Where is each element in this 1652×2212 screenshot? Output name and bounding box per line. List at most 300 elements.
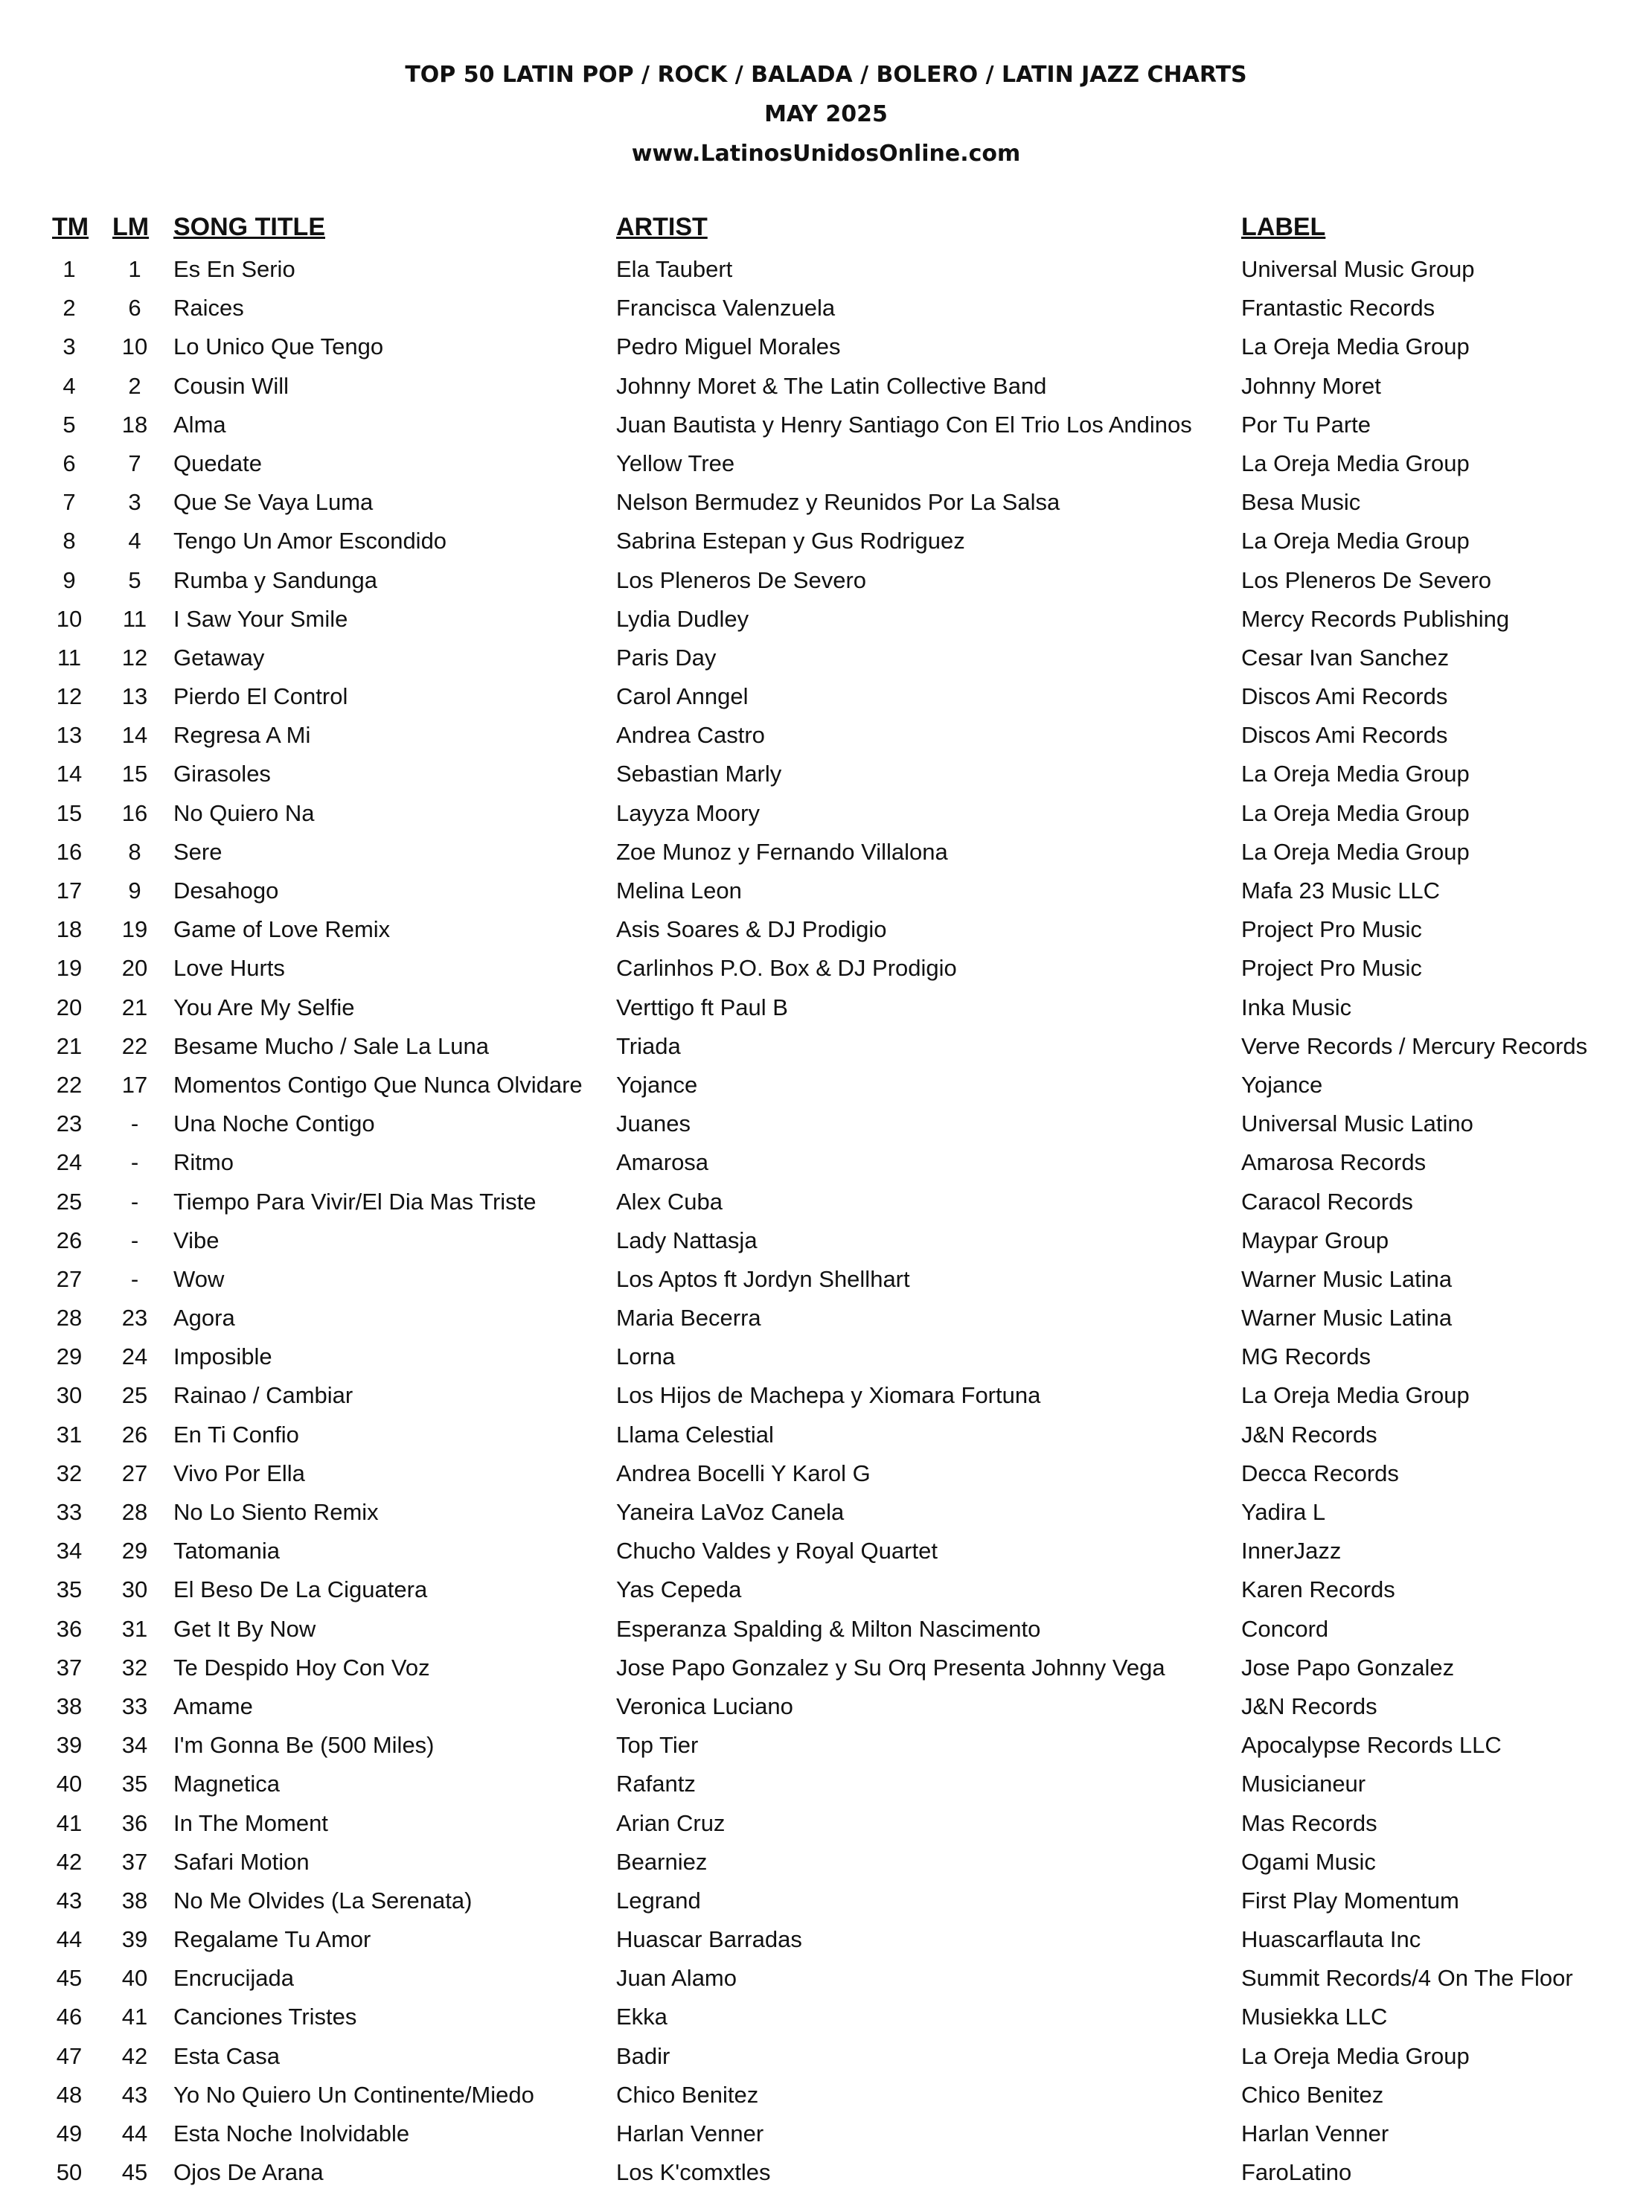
artist-name: Alex Cuba — [616, 1188, 723, 1215]
artist-name: Carlinhos P.O. Box & DJ Prodigio — [616, 955, 957, 982]
last-month-rank: 10 — [121, 333, 148, 360]
last-month-rank: 23 — [121, 1305, 148, 1332]
last-month-rank: 26 — [121, 1421, 148, 1448]
artist-name: Los Hijos de Machepa y Xiomara Fortuna — [616, 1382, 1041, 1409]
this-month-rank: 15 — [56, 799, 83, 826]
song-title: Momentos Contigo Que Nunca Olvidare — [173, 1071, 583, 1098]
last-month-rank: 29 — [121, 1538, 148, 1564]
table-row — [0, 406, 1652, 444]
record-label: Harlan Venner — [1241, 2120, 1389, 2147]
artist-name: Maria Becerra — [616, 1305, 761, 1332]
this-month-rank: 1 — [63, 256, 76, 282]
record-label: MG Records — [1241, 1343, 1371, 1370]
artist-name: Arian Cruz — [616, 1809, 726, 1836]
this-month-rank: 12 — [56, 683, 83, 710]
last-month-rank: 31 — [121, 1615, 148, 1642]
table-row — [0, 833, 1652, 872]
song-title: Esta Casa — [173, 2042, 281, 2069]
record-label: Caracol Records — [1241, 1188, 1413, 1215]
song-title: Magnetica — [173, 1771, 281, 1797]
this-month-rank: 39 — [56, 1732, 83, 1759]
website-url: www.LatinosUnidosOnline.com — [631, 141, 1021, 167]
table-row — [0, 1493, 1652, 1532]
table-row — [0, 1843, 1652, 1882]
song-title: Ritmo — [173, 1149, 234, 1176]
song-title: Rainao / Cambiar — [173, 1382, 353, 1409]
this-month-rank: 26 — [56, 1227, 83, 1253]
last-month-rank: 2 — [128, 372, 141, 399]
last-month-rank: 9 — [128, 878, 141, 904]
song-title: I Saw Your Smile — [173, 605, 348, 632]
record-label: La Oreja Media Group — [1241, 838, 1470, 865]
last-month-rank: 20 — [121, 955, 148, 982]
table-row — [0, 600, 1652, 639]
song-title: Rumba y Sandunga — [173, 566, 378, 593]
record-label: Por Tu Parte — [1241, 411, 1371, 438]
table-row — [0, 755, 1652, 793]
record-label: Ogami Music — [1241, 1848, 1376, 1875]
table-row — [0, 1998, 1652, 2036]
this-month-rank: 2 — [63, 295, 76, 322]
song-title: No Me Olvides (La Serenata) — [173, 1887, 473, 1914]
last-month-rank: 39 — [121, 1926, 148, 1953]
record-label: J&N Records — [1241, 1692, 1377, 1719]
table-row — [0, 1649, 1652, 1687]
last-month-rank: 17 — [121, 1071, 148, 1098]
record-label: Cesar Ivan Sanchez — [1241, 644, 1450, 671]
last-month-rank: 27 — [121, 1460, 148, 1486]
artist-name: Juanes — [616, 1110, 691, 1137]
record-label: La Oreja Media Group — [1241, 1382, 1470, 1409]
table-row — [0, 1416, 1652, 1454]
last-month-rank: 6 — [128, 295, 141, 322]
table-row — [0, 1260, 1652, 1299]
song-title: Safari Motion — [173, 1848, 310, 1875]
artist-name: Ekka — [616, 2004, 667, 2030]
song-title: Tatomania — [173, 1538, 281, 1564]
this-month-rank: 42 — [56, 1848, 83, 1875]
record-label: Summit Records/4 On The Floor — [1241, 1965, 1573, 1992]
last-month-rank: 25 — [121, 1382, 148, 1409]
song-title: Tengo Un Amor Escondido — [173, 528, 447, 554]
artist-name: Juan Alamo — [616, 1965, 737, 1992]
this-month-rank: 10 — [56, 605, 83, 632]
record-label: La Oreja Media Group — [1241, 761, 1470, 787]
last-month-rank: 37 — [121, 1848, 148, 1875]
this-month-rank: 7 — [63, 489, 76, 516]
this-month-rank: 47 — [56, 2042, 83, 2069]
last-month-rank: - — [130, 1149, 139, 1176]
song-title: Get It By Now — [173, 1615, 316, 1642]
record-label: Universal Music Latino — [1241, 1110, 1473, 1137]
song-title: Love Hurts — [173, 955, 285, 982]
song-title: Amame — [173, 1692, 253, 1719]
table-row — [0, 1221, 1652, 1260]
chart-date: MAY 2025 — [764, 101, 888, 127]
artist-name: Yellow Tree — [616, 450, 735, 476]
last-month-rank: 43 — [121, 2081, 148, 2108]
artist-name: Johnny Moret & The Latin Collective Band — [616, 372, 1047, 399]
record-label: Musicianeur — [1241, 1771, 1366, 1797]
artist-name: Sebastian Marly — [616, 761, 782, 787]
last-month-rank: 33 — [121, 1692, 148, 1719]
this-month-rank: 43 — [56, 1887, 83, 1914]
table-row — [0, 289, 1652, 327]
table-row — [0, 1726, 1652, 1765]
table-row — [0, 1532, 1652, 1570]
table-row — [0, 1066, 1652, 1105]
artist-name: Badir — [616, 2042, 670, 2069]
last-month-rank: 30 — [121, 1576, 148, 1603]
record-label: Musiekka LLC — [1241, 2004, 1388, 2030]
last-month-rank: 34 — [121, 1732, 148, 1759]
song-title: Esta Noche Inolvidable — [173, 2120, 410, 2147]
this-month-rank: 28 — [56, 1305, 83, 1332]
column-header-lm: LM — [112, 213, 150, 241]
this-month-rank: 32 — [56, 1460, 83, 1486]
table-row — [0, 2153, 1652, 2192]
last-month-rank: 38 — [121, 1887, 148, 1914]
record-label: Universal Music Group — [1241, 256, 1475, 282]
record-label: Yadira L — [1241, 1499, 1326, 1525]
last-month-rank: 13 — [121, 683, 148, 710]
record-label: Huascarflauta Inc — [1241, 1926, 1421, 1953]
artist-name: Veronica Luciano — [616, 1692, 793, 1719]
this-month-rank: 31 — [56, 1421, 83, 1448]
table-row — [0, 1183, 1652, 1221]
song-title: Desahogo — [173, 878, 279, 904]
record-label: La Oreja Media Group — [1241, 450, 1470, 476]
record-label: Discos Ami Records — [1241, 722, 1448, 749]
record-label: Chico Benitez — [1241, 2081, 1384, 2108]
table-row — [0, 1959, 1652, 1998]
song-title: Regalame Tu Amor — [173, 1926, 371, 1953]
last-month-rank: - — [130, 1110, 139, 1137]
table-row — [0, 483, 1652, 522]
this-month-rank: 44 — [56, 1926, 83, 1953]
artist-name: Lady Nattasja — [616, 1227, 758, 1253]
last-month-rank: - — [130, 1188, 139, 1215]
this-month-rank: 20 — [56, 994, 83, 1020]
last-month-rank: 15 — [121, 761, 148, 787]
table-row — [0, 1570, 1652, 1609]
song-title: Yo No Quiero Un Continente/Miedo — [173, 2081, 534, 2108]
song-title: Pierdo El Control — [173, 683, 348, 710]
table-row — [0, 1027, 1652, 1066]
artist-name: Andrea Castro — [616, 722, 765, 749]
artist-name: Juan Bautista y Henry Santiago Con El Trio Los Andinos — [616, 411, 1192, 438]
this-month-rank: 11 — [57, 644, 82, 671]
record-label: Mercy Records Publishing — [1241, 605, 1510, 632]
artist-name: Zoe Munoz y Fernando Villalona — [616, 838, 948, 865]
last-month-rank: 5 — [128, 566, 141, 593]
table-row — [0, 2114, 1652, 2153]
record-label: Concord — [1241, 1615, 1329, 1642]
this-month-rank: 49 — [56, 2120, 83, 2147]
document-header — [0, 55, 1652, 173]
artist-name: Lorna — [616, 1343, 676, 1370]
record-label: Warner Music Latina — [1241, 1265, 1453, 1292]
this-month-rank: 37 — [56, 1654, 83, 1681]
table-row — [0, 522, 1652, 560]
song-title: Imposible — [173, 1343, 272, 1370]
table-row — [0, 1687, 1652, 1726]
artist-name: Legrand — [616, 1887, 701, 1914]
table-row — [0, 1882, 1652, 1920]
record-label: Besa Music — [1241, 489, 1361, 516]
last-month-rank: 3 — [128, 489, 141, 516]
artist-name: Layyza Moory — [616, 799, 760, 826]
song-title: Encrucijada — [173, 1965, 294, 1992]
this-month-rank: 41 — [56, 1809, 83, 1836]
last-month-rank: 44 — [121, 2120, 148, 2147]
last-month-rank: 32 — [121, 1654, 148, 1681]
artist-name: Chucho Valdes y Royal Quartet — [616, 1538, 938, 1564]
table-row — [0, 1337, 1652, 1376]
table-row — [0, 250, 1652, 289]
this-month-rank: 19 — [56, 955, 83, 982]
artist-name: Andrea Bocelli Y Karol G — [616, 1460, 871, 1486]
table-row — [0, 367, 1652, 406]
song-title: Te Despido Hoy Con Voz — [173, 1654, 430, 1681]
last-month-rank: 7 — [128, 450, 141, 476]
song-title: Sere — [173, 838, 222, 865]
artist-name: Bearniez — [616, 1848, 708, 1875]
table-row — [0, 639, 1652, 677]
table-row — [0, 716, 1652, 755]
table-row — [0, 988, 1652, 1027]
this-month-rank: 4 — [63, 372, 76, 399]
chart-table-body — [0, 250, 1652, 2192]
artist-name: Amarosa — [616, 1149, 709, 1176]
this-month-rank: 45 — [56, 1965, 83, 1992]
song-title: Cousin Will — [173, 372, 289, 399]
record-label: J&N Records — [1241, 1421, 1377, 1448]
table-row — [0, 1454, 1652, 1493]
song-title: In The Moment — [173, 1809, 328, 1836]
song-title: No Lo Siento Remix — [173, 1499, 379, 1525]
artist-name: Paris Day — [616, 644, 717, 671]
record-label: Discos Ami Records — [1241, 683, 1448, 710]
table-row — [0, 872, 1652, 910]
artist-name: Los K'comxtles — [616, 2159, 771, 2186]
chart-title: TOP 50 LATIN POP / ROCK / BALADA / BOLERO / LATIN JAZZ CHARTS — [405, 62, 1247, 88]
song-title: Girasoles — [173, 761, 271, 787]
table-row — [0, 1143, 1652, 1182]
this-month-rank: 18 — [56, 916, 83, 943]
song-title: Getaway — [173, 644, 265, 671]
this-month-rank: 46 — [56, 2004, 83, 2030]
song-title: Canciones Tristes — [173, 2004, 357, 2030]
table-row — [0, 327, 1652, 366]
song-title: I'm Gonna Be (500 Miles) — [173, 1732, 435, 1759]
song-title: No Quiero Na — [173, 799, 315, 826]
record-label: Apocalypse Records LLC — [1241, 1732, 1502, 1759]
artist-name: Chico Benitez — [616, 2081, 759, 2108]
song-title: Ojos De Arana — [173, 2159, 324, 2186]
last-month-rank: 12 — [121, 644, 148, 671]
record-label: Karen Records — [1241, 1576, 1395, 1603]
last-month-rank: 4 — [128, 528, 141, 554]
last-month-rank: 1 — [128, 256, 141, 282]
record-label: Decca Records — [1241, 1460, 1399, 1486]
table-row — [0, 1920, 1652, 1959]
song-title: Que Se Vaya Luma — [173, 489, 374, 516]
record-label: Los Pleneros De Severo — [1241, 566, 1492, 593]
record-label: Johnny Moret — [1241, 372, 1381, 399]
table-row — [0, 1299, 1652, 1337]
artist-name: Yas Cepeda — [616, 1576, 742, 1603]
last-month-rank: 28 — [121, 1499, 148, 1525]
this-month-rank: 33 — [56, 1499, 83, 1525]
last-month-rank: 18 — [121, 411, 148, 438]
this-month-rank: 40 — [56, 1771, 83, 1797]
last-month-rank: 41 — [121, 2004, 148, 2030]
artist-name: Harlan Venner — [616, 2120, 764, 2147]
last-month-rank: 22 — [121, 1032, 148, 1059]
artist-name: Lydia Dudley — [616, 605, 749, 632]
this-month-rank: 22 — [56, 1071, 83, 1098]
table-row — [0, 794, 1652, 833]
last-month-rank: - — [130, 1227, 139, 1253]
artist-name: Sabrina Estepan y Gus Rodriguez — [616, 528, 965, 554]
artist-name: Carol Anngel — [616, 683, 749, 710]
record-label: La Oreja Media Group — [1241, 528, 1470, 554]
artist-name: Yojance — [616, 1071, 698, 1098]
song-title: Una Noche Contigo — [173, 1110, 375, 1137]
this-month-rank: 17 — [56, 878, 83, 904]
table-row — [0, 910, 1652, 949]
last-month-rank: 36 — [121, 1809, 148, 1836]
column-header-tm: TM — [52, 213, 89, 241]
artist-name: Llama Celestial — [616, 1421, 774, 1448]
record-label: La Oreja Media Group — [1241, 799, 1470, 826]
record-label: Amarosa Records — [1241, 1149, 1427, 1176]
column-header-label: LABEL — [1241, 213, 1326, 241]
table-row — [0, 677, 1652, 716]
this-month-rank: 21 — [56, 1032, 83, 1059]
this-month-rank: 50 — [56, 2159, 83, 2186]
table-row — [0, 561, 1652, 600]
column-header-artist: ARTIST — [616, 213, 708, 241]
artist-name: Pedro Miguel Morales — [616, 333, 841, 360]
this-month-rank: 6 — [63, 450, 76, 476]
artist-name: Francisca Valenzuela — [616, 295, 836, 322]
song-title: Vivo Por Ella — [173, 1460, 305, 1486]
artist-name: Ela Taubert — [616, 256, 733, 282]
record-label: Warner Music Latina — [1241, 1305, 1453, 1332]
record-label: Project Pro Music — [1241, 955, 1422, 982]
song-title: Besame Mucho / Sale La Luna — [173, 1032, 489, 1059]
table-row — [0, 1610, 1652, 1649]
table-row — [0, 2037, 1652, 2076]
last-month-rank: 11 — [122, 605, 147, 632]
artist-name: Nelson Bermudez y Reunidos Por La Salsa — [616, 489, 1060, 516]
last-month-rank: 45 — [121, 2159, 148, 2186]
table-row — [0, 1804, 1652, 1843]
artist-name: Rafantz — [616, 1771, 696, 1797]
song-title: Tiempo Para Vivir/El Dia Mas Triste — [173, 1188, 537, 1215]
artist-name: Los Pleneros De Severo — [616, 566, 867, 593]
song-title: Game of Love Remix — [173, 916, 391, 943]
record-label: First Play Momentum — [1241, 1887, 1459, 1914]
this-month-rank: 30 — [56, 1382, 83, 1409]
last-month-rank: 21 — [121, 994, 148, 1020]
record-label: La Oreja Media Group — [1241, 2042, 1470, 2069]
song-title: En Ti Confio — [173, 1421, 299, 1448]
this-month-rank: 29 — [56, 1343, 83, 1370]
this-month-rank: 5 — [63, 411, 76, 438]
song-title: Es En Serio — [173, 256, 295, 282]
last-month-rank: 8 — [128, 838, 141, 865]
record-label: Mas Records — [1241, 1809, 1377, 1836]
table-row — [0, 1105, 1652, 1143]
last-month-rank: 14 — [121, 722, 148, 749]
last-month-rank: 35 — [121, 1771, 148, 1797]
table-row — [0, 1376, 1652, 1415]
artist-name: Top Tier — [616, 1732, 699, 1759]
this-month-rank: 35 — [56, 1576, 83, 1603]
song-title: Quedate — [173, 450, 262, 476]
artist-name: Melina Leon — [616, 878, 742, 904]
this-month-rank: 24 — [56, 1149, 83, 1176]
table-row — [0, 2076, 1652, 2114]
song-title: Agora — [173, 1305, 235, 1332]
this-month-rank: 16 — [56, 838, 83, 865]
column-header-song-title: SONG TITLE — [173, 213, 325, 241]
this-month-rank: 25 — [56, 1188, 83, 1215]
record-label: Jose Papo Gonzalez — [1241, 1654, 1455, 1681]
artist-name: Yaneira LaVoz Canela — [616, 1499, 845, 1525]
record-label: Project Pro Music — [1241, 916, 1422, 943]
song-title: Lo Unico Que Tengo — [173, 333, 384, 360]
this-month-rank: 23 — [56, 1110, 83, 1137]
last-month-rank: 16 — [121, 799, 148, 826]
last-month-rank: 19 — [121, 916, 148, 943]
song-title: El Beso De La Ciguatera — [173, 1576, 428, 1603]
artist-name: Huascar Barradas — [616, 1926, 802, 1953]
artist-name: Asis Soares & DJ Prodigio — [616, 916, 887, 943]
this-month-rank: 27 — [56, 1265, 83, 1292]
artist-name: Triada — [616, 1032, 681, 1059]
table-row — [0, 444, 1652, 483]
this-month-rank: 36 — [56, 1615, 83, 1642]
this-month-rank: 38 — [56, 1692, 83, 1719]
last-month-rank: 40 — [121, 1965, 148, 1992]
song-title: Wow — [173, 1265, 225, 1292]
this-month-rank: 3 — [63, 333, 76, 360]
table-row — [0, 1765, 1652, 1803]
record-label: Inka Music — [1241, 994, 1352, 1020]
song-title: Alma — [173, 411, 226, 438]
artist-name: Esperanza Spalding & Milton Nascimento — [616, 1615, 1041, 1642]
artist-name: Los Aptos ft Jordyn Shellhart — [616, 1265, 910, 1292]
record-label: Verve Records / Mercury Records — [1241, 1032, 1588, 1059]
record-label: FaroLatino — [1241, 2159, 1352, 2186]
this-month-rank: 8 — [63, 528, 76, 554]
artist-name: Verttigo ft Paul B — [616, 994, 788, 1020]
artist-name: Jose Papo Gonzalez y Su Orq Presenta Johnny Vega — [616, 1654, 1165, 1681]
record-label: Maypar Group — [1241, 1227, 1389, 1253]
song-title: Vibe — [173, 1227, 220, 1253]
this-month-rank: 34 — [56, 1538, 83, 1564]
record-label: La Oreja Media Group — [1241, 333, 1470, 360]
record-label: Yojance — [1241, 1071, 1323, 1098]
this-month-rank: 48 — [56, 2081, 83, 2108]
song-title: Regresa A Mi — [173, 722, 311, 749]
song-title: You Are My Selfie — [173, 994, 355, 1020]
record-label: Frantastic Records — [1241, 295, 1435, 322]
